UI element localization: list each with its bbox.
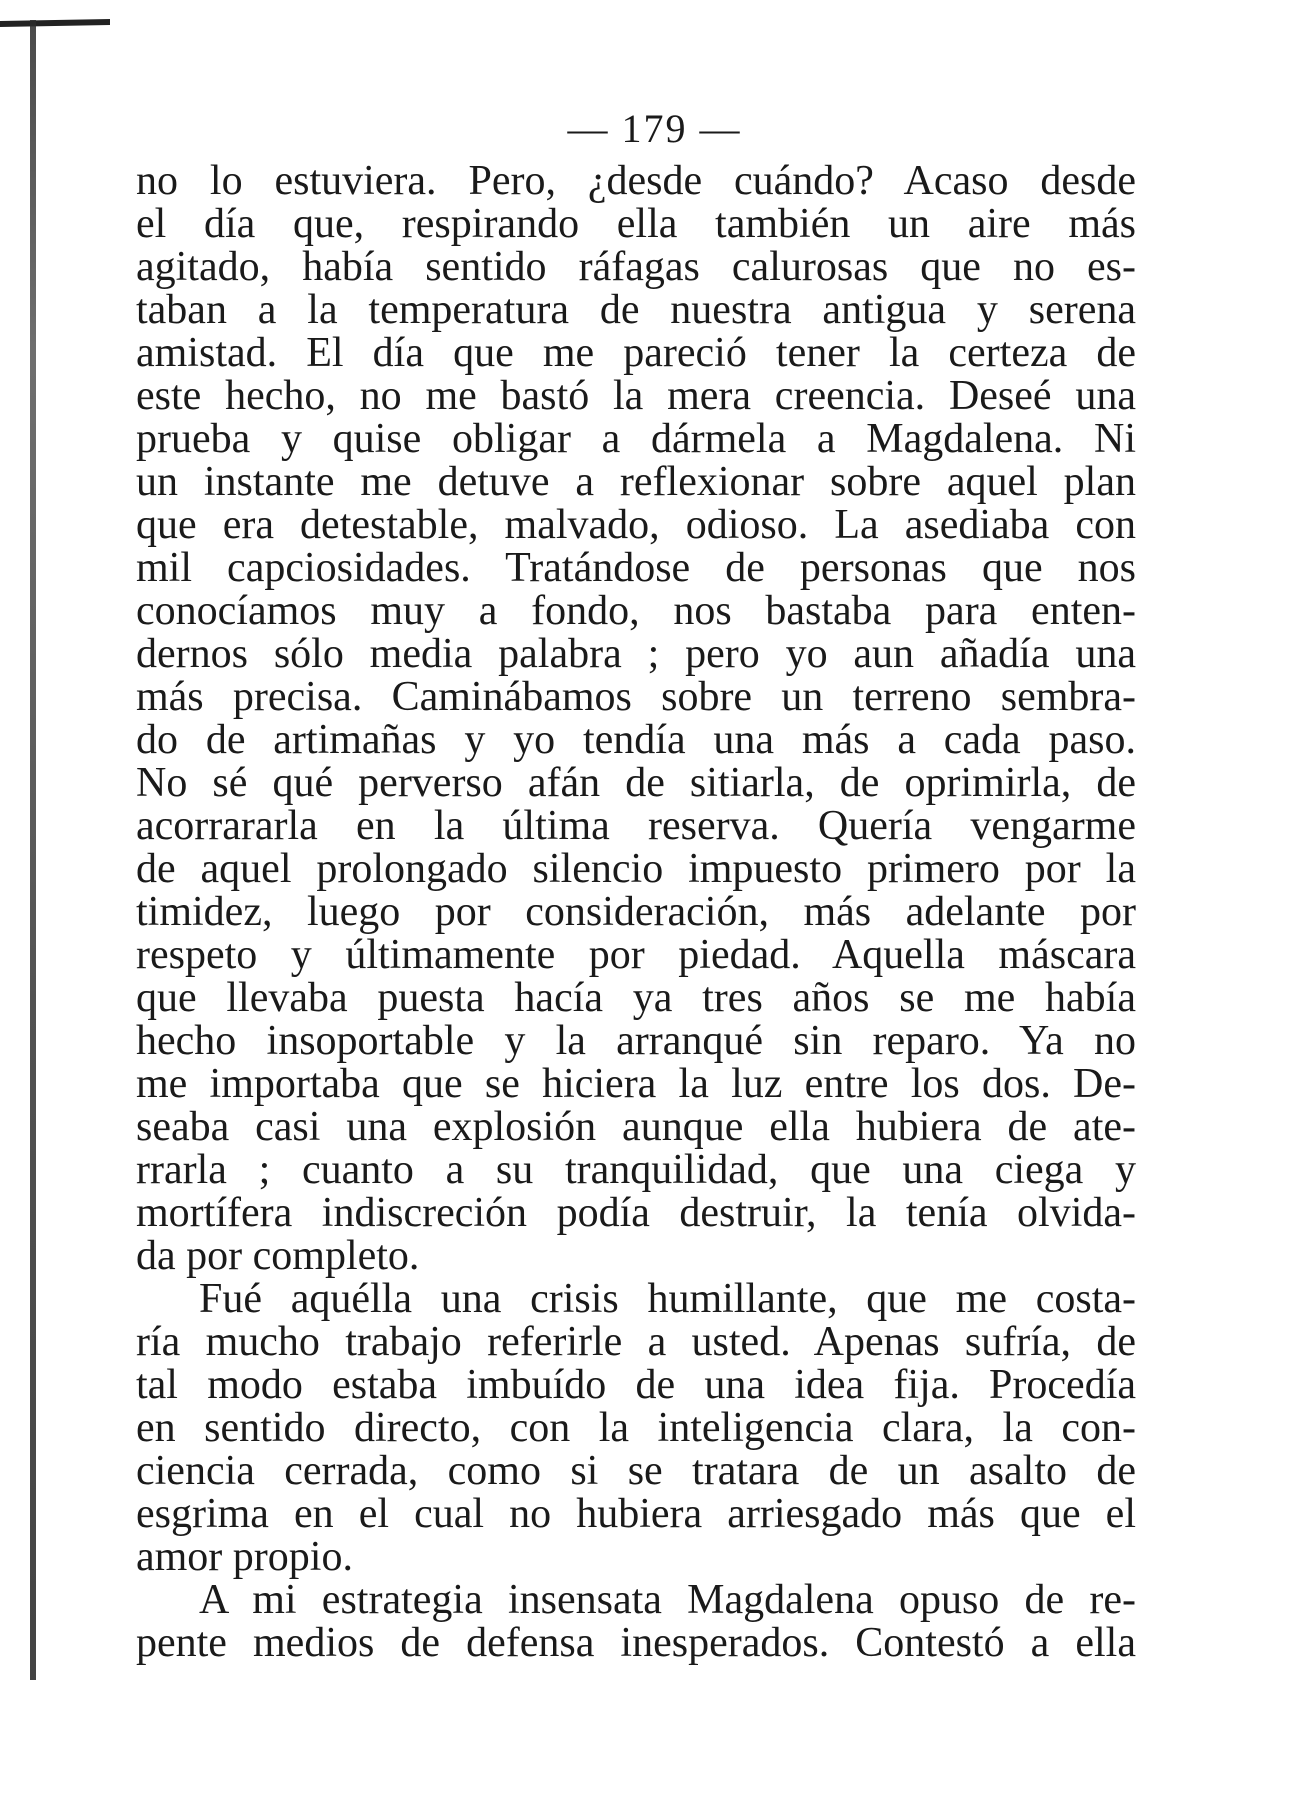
text-line: el día que, respirando ella también un aire más [136,201,1136,247]
text-line: do de artimañas y yo tendía una más a cada paso. [136,717,1136,763]
binding-edge [30,20,36,1680]
text-line: dernos sólo media palabra ; pero yo aun añadía una [136,631,1136,677]
text-line: me importaba que se hiciera la luz entre los dos. De- [136,1061,1136,1107]
text-line: ría mucho trabajo referirle a usted. Apenas sufría, de [136,1319,1136,1365]
text-line: No sé qué perverso afán de sitiarla, de oprimirla, de [136,760,1136,806]
text-line: timidez, luego por consideración, más adelante por [136,889,1136,935]
text-line: mortífera indiscreción podía destruir, la tenía olvida- [136,1190,1136,1236]
text-line: prueba y quise obligar a dármela a Magdalena. Ni [136,416,1136,462]
text-line: un instante me detuve a reflexionar sobre aquel plan [136,459,1136,505]
text-line: seaba casi una explosión aunque ella hubiera de ate- [136,1104,1136,1150]
text-line: no lo estuviera. Pero, ¿desde cuándo? Acaso desde [136,158,1136,204]
text-line: da por completo. [136,1233,420,1279]
text-line: tal modo estaba imbuído de una idea fija. Procedía [136,1362,1136,1408]
text-line: ciencia cerrada, como si se tratara de un asalto de [136,1448,1136,1494]
text-line: amor propio. [136,1534,353,1580]
text-line: A mi estrategia insensata Magdalena opuso de re- [199,1577,1136,1623]
text-line: en sentido directo, con la inteligencia clara, la con- [136,1405,1136,1451]
text-line: que llevaba puesta hacía ya tres años se me había [136,975,1136,1021]
text-line: Fué aquélla una crisis humillante, que me costa- [199,1276,1136,1322]
text-line: pente medios de defensa inesperados. Contestó a ella [136,1620,1136,1666]
text-line: conocíamos muy a fondo, nos bastaba para enten- [136,588,1136,634]
text-line: agitado, había sentido ráfagas calurosas que no es- [136,244,1136,290]
text-line: amistad. El día que me pareció tener la certeza de [136,330,1136,376]
text-line: este hecho, no me bastó la mera creencia. Deseé una [136,373,1136,419]
binding-mark [0,19,110,27]
text-line: rrarla ; cuanto a su tranquilidad, que una ciega y [136,1147,1136,1193]
text-line: de aquel prolongado silencio impuesto primero por la [136,846,1136,892]
body-text [136,160,1136,1665]
text-line: acorrararla en la última reserva. Quería vengarme [136,803,1136,849]
text-line: más precisa. Caminábamos sobre un terreno sembra- [136,674,1136,720]
text-line: esgrima en el cual no hubiera arriesgado más que el [136,1491,1136,1537]
text-line: hecho insoportable y la arranqué sin reparo. Ya no [136,1018,1136,1064]
text-line: respeto y últimamente por piedad. Aquella máscara [136,932,1136,978]
text-line: taban a la temperatura de nuestra antigua y serena [136,287,1136,333]
text-line: que era detestable, malvado, odioso. La asediaba con [136,502,1136,548]
text-line: mil capciosidades. Tratándose de personas que nos [136,545,1136,591]
page-number: — 179 — [567,106,742,151]
